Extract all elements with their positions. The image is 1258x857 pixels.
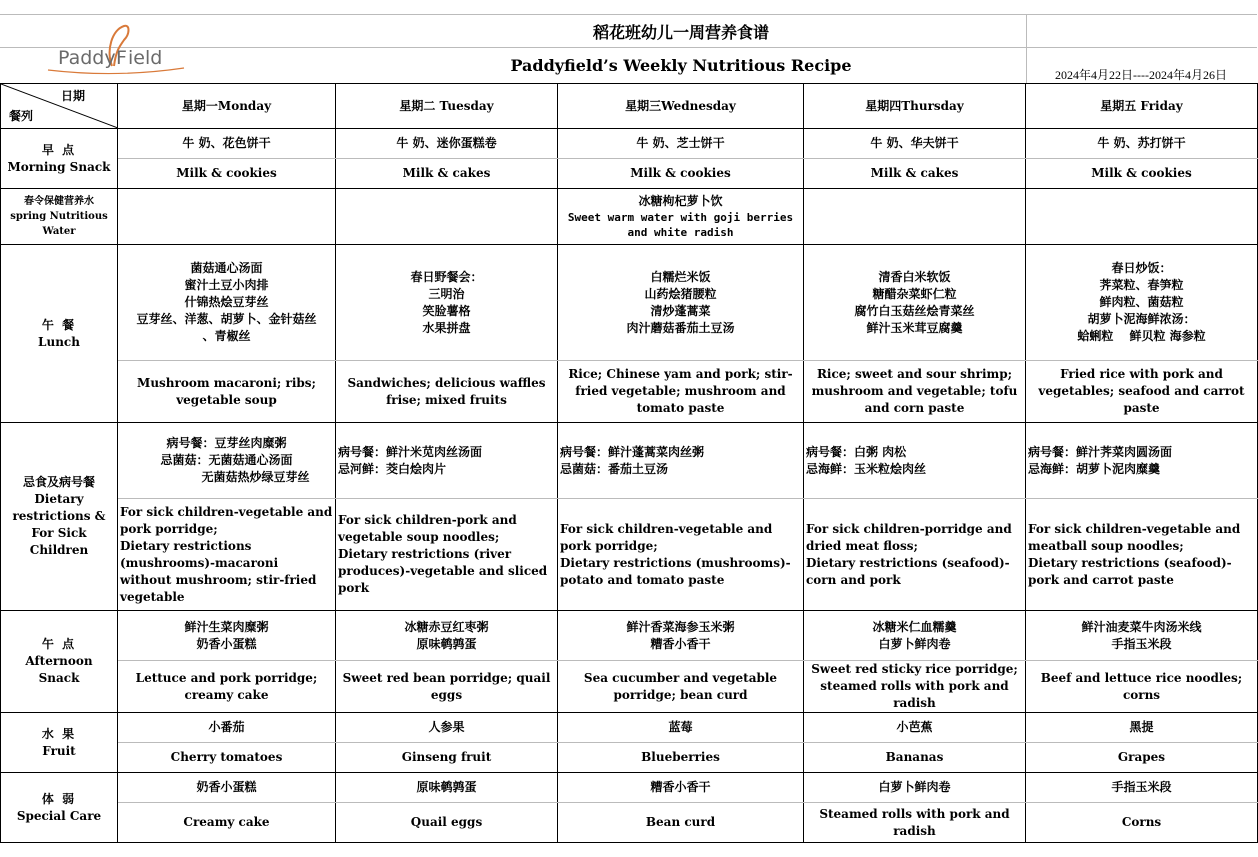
morning-snack-row-zh (1, 129, 1258, 159)
diet-zh-wed: 病号餐：鲜汁蓬蒿菜肉丝粥 忌菌菇：番茄土豆汤 (558, 423, 804, 499)
lunch-en-mon: Mushroom macaroni; ribs; vegetable soup (118, 361, 336, 423)
fruit-zh-thu: 小芭蕉 (804, 713, 1026, 743)
morning-zh-wed: 牛 奶、芝士饼干 (558, 129, 804, 159)
diet-en-tue: For sick children-pork and vegetable soup noodles; Dietary restrictions (river produces)-vegetable and sliced pork (336, 499, 558, 611)
morning-snack-row-en (1, 159, 1258, 189)
afternoon-en-fri: Beef and lettuce rice noodles; corns (1026, 661, 1258, 713)
lunch-zh-tue: 春日野餐会： 三明治 笑脸薯格 水果拼盘 (336, 245, 558, 361)
diet-row-en (1, 499, 1258, 611)
lunch-en-thu: Rice; sweet and sour shrimp; mushroom and vegetable; tofu and corn paste (804, 361, 1026, 423)
afternoon-en-thu: Sweet red sticky rice porridge; steamed rolls with pork and radish (804, 661, 1026, 713)
fruit-zh-fri: 黑提 (1026, 713, 1258, 743)
care-en-mon: Creamy cake (118, 803, 336, 843)
row-header-lunch: 午 餐 Lunch (1, 245, 118, 423)
page-title-zh: 稻花班幼儿一周营养食谱 (592, 23, 769, 42)
diet-zh-mon: 病号餐：豆芽丝肉糜粥 忌菌菇：无菌菇通心汤面 无菌菇热炒绿豆芽丝 (118, 423, 336, 499)
lunch-en-tue: Sandwiches; delicious waffles frise; mixed fruits (336, 361, 558, 423)
lunch-zh-thu: 清香白米软饭 糖醋杂菜虾仁粒 腐竹白玉菇丝烩青菜丝 鲜汁玉米茸豆腐羹 (804, 245, 1026, 361)
care-zh-thu: 白萝卜鲜肉卷 (804, 773, 1026, 803)
fruit-en-wed: Blueberries (558, 743, 804, 773)
care-zh-tue: 原味鹌鹑蛋 (336, 773, 558, 803)
water-tue (336, 189, 558, 245)
afternoon-zh-mon: 鲜汁生菜肉糜粥 奶香小蛋糕 (118, 611, 336, 661)
morning-en-mon: Milk & cookies (118, 159, 336, 189)
afternoon-zh-wed: 鲜汁香菜海参玉米粥 糟香小香干 (558, 611, 804, 661)
page-header (0, 0, 1258, 83)
corner-meal-label: 餐列 (9, 109, 34, 123)
day-tuesday: 星期二 Tuesday (336, 84, 558, 129)
afternoon-zh-fri: 鲜汁油麦菜牛肉汤米线 手指玉米段 (1026, 611, 1258, 661)
lunch-zh-mon: 菌菇通心汤面 蜜汁土豆小肉排 什锦热烩豆芽丝 豆芽丝、洋葱、胡萝卜、金针菇丝 、青椒丝 (118, 245, 336, 361)
water-fri (1026, 189, 1258, 245)
fruit-zh-mon: 小番茄 (118, 713, 336, 743)
afternoon-en-wed: Sea cucumber and vegetable porridge; bean curd (558, 661, 804, 713)
day-friday: 星期五 Friday (1026, 84, 1258, 129)
day-header-row (1, 84, 1258, 129)
care-en-wed: Bean curd (558, 803, 804, 843)
row-header-care: 体 弱 Special Care (1, 773, 118, 843)
fruit-zh-wed: 蓝莓 (558, 713, 804, 743)
diet-en-mon: For sick children-vegetable and pork porridge; Dietary restrictions (mushrooms)-macaroni without mushroom; stir-fried vegetable (118, 499, 336, 611)
fruit-row-en (1, 743, 1258, 773)
diet-en-wed: For sick children-vegetable and pork porridge; Dietary restrictions (mushrooms)-potato and tomato paste (558, 499, 804, 611)
care-row-en (1, 803, 1258, 843)
care-zh-fri: 手指玉米段 (1026, 773, 1258, 803)
fruit-en-fri: Grapes (1026, 743, 1258, 773)
afternoon-zh-thu: 冰糖米仁血糯羹 白萝卜鲜肉卷 (804, 611, 1026, 661)
fruit-row-zh (1, 713, 1258, 743)
morning-zh-mon: 牛 奶、花色饼干 (118, 129, 336, 159)
diet-en-thu: For sick children-porridge and dried meat floss; Dietary restrictions (seafood)-corn and pork (804, 499, 1026, 611)
row-header-fruit: 水 果 Fruit (1, 713, 118, 773)
afternoon-en-mon: Lettuce and pork porridge; creamy cake (118, 661, 336, 713)
svg-text:Paddy: Paddy (58, 47, 116, 69)
lunch-zh-wed: 白糯烂米饭 山药烩猪腰粒 清炒蓬蒿菜 肉汁蘑菇番茄土豆汤 (558, 245, 804, 361)
diet-en-fri: For sick children-vegetable and meatball soup noodles; Dietary restrictions (seafood)-pork and carrot paste (1026, 499, 1258, 611)
care-en-fri: Corns (1026, 803, 1258, 843)
diet-row-zh (1, 423, 1258, 499)
lunch-en-fri: Fried rice with pork and vegetables; seafood and carrot paste (1026, 361, 1258, 423)
diet-zh-tue: 病号餐：鲜汁米苋肉丝汤面 忌河鲜：茭白烩肉片 (336, 423, 558, 499)
lunch-row-zh (1, 245, 1258, 361)
lunch-en-wed: Rice; Chinese yam and pork; stir-fried vegetable; mushroom and tomato paste (558, 361, 804, 423)
lunch-zh-fri: 春日炒饭： 荠菜粒、春笋粒 鲜肉粒、菌菇粒 胡萝卜泥海鲜浓汤： 蛤蜊粒 鲜贝粒 海参粒 (1026, 245, 1258, 361)
row-header-water: 春令保健营养水 spring Nutritious Water (1, 189, 118, 245)
diet-zh-fri: 病号餐：鲜汁荠菜肉圆汤面 忌海鲜：胡萝卜泥肉糜羹 (1026, 423, 1258, 499)
morning-en-tue: Milk & cakes (336, 159, 558, 189)
day-monday: 星期一Monday (118, 84, 336, 129)
fruit-en-mon: Cherry tomatoes (118, 743, 336, 773)
corner-cell (1, 84, 118, 129)
water-thu (804, 189, 1026, 245)
row-header-morning: 早 点 Morning Snack (1, 129, 118, 189)
row-header-diet: 忌食及病号餐 Dietary restrictions & For Sick Children (1, 423, 118, 611)
page-title-en: Paddyfield’s Weekly Nutritious Recipe (510, 56, 852, 75)
lunch-row-en (1, 361, 1258, 423)
care-en-thu: Steamed rolls with pork and radish (804, 803, 1026, 843)
morning-zh-fri: 牛 奶、苏打饼干 (1026, 129, 1258, 159)
diet-zh-thu: 病号餐：白粥 肉松 忌海鲜：玉米粒烩肉丝 (804, 423, 1026, 499)
afternoon-row-zh (1, 611, 1258, 661)
row-header-afternoon: 午 点 Afternoon Snack (1, 611, 118, 713)
morning-en-thu: Milk & cakes (804, 159, 1026, 189)
water-wed: 冰糖枸杞萝卜饮 Sweet warm water with goji berries and white radish (558, 189, 804, 245)
spring-water-row (1, 189, 1258, 245)
afternoon-row-en (1, 661, 1258, 713)
morning-en-wed: Milk & cookies (558, 159, 804, 189)
care-en-tue: Quail eggs (336, 803, 558, 843)
water-mon (118, 189, 336, 245)
paddyfield-logo (46, 20, 186, 76)
day-thursday: 星期四Thursday (804, 84, 1026, 129)
day-wednesday: 星期三Wednesday (558, 84, 804, 129)
fruit-en-thu: Bananas (804, 743, 1026, 773)
morning-zh-tue: 牛 奶、迷你蛋糕卷 (336, 129, 558, 159)
afternoon-zh-tue: 冰糖赤豆红枣粥 原味鹌鹑蛋 (336, 611, 558, 661)
corner-date-label: 日期 (60, 89, 85, 103)
fruit-en-tue: Ginseng fruit (336, 743, 558, 773)
care-zh-wed: 糟香小香干 (558, 773, 804, 803)
morning-zh-thu: 牛 奶、华夫饼干 (804, 129, 1026, 159)
date-range: 2024年4月22日----2024年4月26日 (1055, 68, 1227, 82)
care-row-zh (1, 773, 1258, 803)
afternoon-en-tue: Sweet red bean porridge; quail eggs (336, 661, 558, 713)
care-zh-mon: 奶香小蛋糕 (118, 773, 336, 803)
morning-en-fri: Milk & cookies (1026, 159, 1258, 189)
weekly-menu-table (0, 83, 1258, 843)
svg-text:F: F (116, 47, 127, 69)
fruit-zh-tue: 人参果 (336, 713, 558, 743)
svg-text:ield: ield (128, 47, 163, 69)
